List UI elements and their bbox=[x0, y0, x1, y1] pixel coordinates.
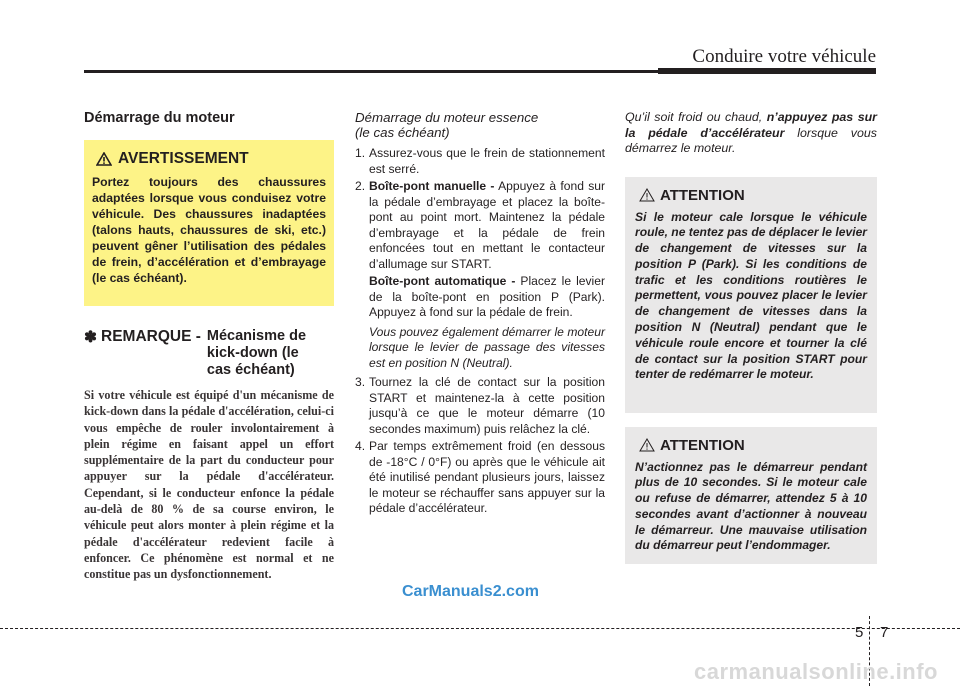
attention-box-starter bbox=[625, 427, 877, 564]
subheading-gas-engine bbox=[355, 110, 605, 140]
step-4 bbox=[355, 439, 605, 517]
subheading-line: (le cas échéant) bbox=[355, 125, 450, 140]
step-text bbox=[369, 179, 605, 272]
attention-box-stall bbox=[625, 177, 877, 413]
attention-text: N’actionnez pas le démarreur pendant plus de 10 secondes. Si le moteur cale ou refuse de démarrer, attendez 5 à 10 secondes avant d’actionner à nouveau le démarreur. Une mauvaise utilisation du démarreur peut l’endommager. bbox=[635, 459, 867, 553]
remark-star-icon: ✽ bbox=[84, 329, 97, 346]
step-label: Boîte-pont manuelle - bbox=[369, 179, 495, 193]
cold-note-post: lorsque vous démarrez le moteur. bbox=[625, 125, 877, 155]
step-text: Par temps extrêmement froid (en dessous de -18°C / 0°F) ou après que le véhicule ait été inutilisé pendant plusieurs jours, laissez le moteur se réchauffer sans appuyer sur la pédale d’accélérateur. bbox=[369, 439, 605, 515]
remark-subtitle bbox=[201, 328, 306, 379]
chapter-number: 5 bbox=[855, 624, 864, 641]
step-number: 2. bbox=[355, 179, 366, 193]
remark-label: REMARQUE - bbox=[101, 328, 201, 345]
warning-triangle-icon bbox=[96, 152, 112, 166]
warning-title bbox=[96, 150, 326, 168]
cold-note-pre: Qu’il soit froid ou chaud, bbox=[625, 110, 763, 124]
column-left bbox=[84, 110, 334, 583]
attention-title bbox=[635, 187, 867, 204]
step-2-automatic bbox=[355, 274, 605, 321]
top-rule-accent bbox=[658, 68, 876, 74]
footer-watermark: carmanualsonline.info bbox=[694, 659, 938, 684]
step-number: 4. bbox=[355, 439, 366, 453]
step-text: Assurez-vous que le frein de stationnement est serré. bbox=[369, 146, 605, 176]
section-title: Conduire votre véhicule bbox=[692, 46, 876, 67]
attention-title bbox=[635, 437, 867, 454]
watermark-link[interactable]: CarManuals2.com bbox=[402, 583, 539, 600]
remark-subtitle-line: Mécanisme de bbox=[206, 328, 307, 344]
warning-text: Portez toujours des chaussures adaptées lorsque vous conduisez votre véhicule. Des chaussures inadaptées (talons hauts, chaussures de ski, etc.) peuvent gêner l’utilisation des pédales de frein, d’accélération et d’embrayage (le cas échéant). bbox=[92, 175, 326, 285]
cold-note-emphasis: n’appuyez pas sur la pédale d’accélérateur bbox=[625, 110, 877, 140]
subheading-line: Démarrage du moteur essence bbox=[355, 110, 539, 125]
warning-box bbox=[84, 140, 334, 306]
step-detail: Appuyez à fond sur la pédale d’embrayage et placez la boîte-pont au point mort. Maintenez la pédale d’embrayage et la pédale de frein enfoncées tout en mettant le contacteur d’allumage sur START. bbox=[369, 179, 605, 271]
caution-triangle-icon bbox=[639, 438, 655, 452]
attention-text: Si le moteur cale lorsque le véhicule roule, ne tentez pas de déplacer le levier de changement de vitesses sur la position P (Park). Si les conditions de trafic et les conditions routières le permettent, vous pouvez placer le levier de changement de vitesses dans la position N (Neutral) pendant que le véhicule roule encore et tourner la clé de contact sur la position START pour tenter de redémarrer le moteur. bbox=[635, 209, 867, 382]
step-detail: Placez le levier de la boîte-pont en position P (Park). Appuyez à fond sur la pédale de frein. bbox=[369, 274, 605, 319]
step-2-note: Vous pouvez également démarrer le moteur lorsque le levier de passage des vitesses est en position N (Neutral). bbox=[369, 324, 605, 370]
caution-triangle-icon bbox=[639, 188, 655, 202]
step-label: Boîte-pont automatique - bbox=[369, 274, 516, 288]
cold-hot-note bbox=[625, 110, 877, 157]
remark-block bbox=[84, 328, 334, 583]
step-number: 3. bbox=[355, 375, 366, 389]
column-middle bbox=[355, 110, 605, 519]
step-1 bbox=[355, 146, 605, 177]
column-right bbox=[625, 110, 877, 564]
page-number: 7 bbox=[880, 624, 889, 641]
remark-subtitle-line: kick-down (le bbox=[206, 345, 299, 361]
remark-body: Si votre véhicule est équipé d'un mécanisme de kick-down dans la pédale d'accélération, celui-ci vous empêche de rouler involontairement à plein régime en faisant appel un effort supplémentaire de la part du conducteur pour appuyer sur la pédale d'accélérateur. Cependant, si le conducteur enfonce la pédale au-delà de 80 % de sa course environ, le véhicule peut alors monter à plein régime et la pédale d'accélérateur redevient facile à enfoncer. Ce phénomène est normal et ne constitue pas un dysfonctionnement. bbox=[84, 388, 334, 582]
attention-title-text: ATTENTION bbox=[660, 436, 745, 454]
step-2 bbox=[355, 179, 605, 272]
heading-engine-start: Démarrage du moteur bbox=[84, 110, 235, 126]
bottom-rule bbox=[0, 628, 960, 629]
step-3 bbox=[355, 375, 605, 437]
step-number: 1. bbox=[355, 146, 366, 160]
step-text: Tournez la clé de contact sur la position START et maintenez-la à cette position jusqu’à ce que le moteur démarre (10 secondes maximum) puis relâchez la clé. bbox=[369, 375, 605, 436]
remark-subtitle-line: cas échéant) bbox=[206, 362, 295, 378]
remark-heading bbox=[84, 328, 334, 379]
attention-title-text: ATTENTION bbox=[660, 186, 745, 204]
warning-title-text: AVERTISSEMENT bbox=[118, 150, 249, 167]
